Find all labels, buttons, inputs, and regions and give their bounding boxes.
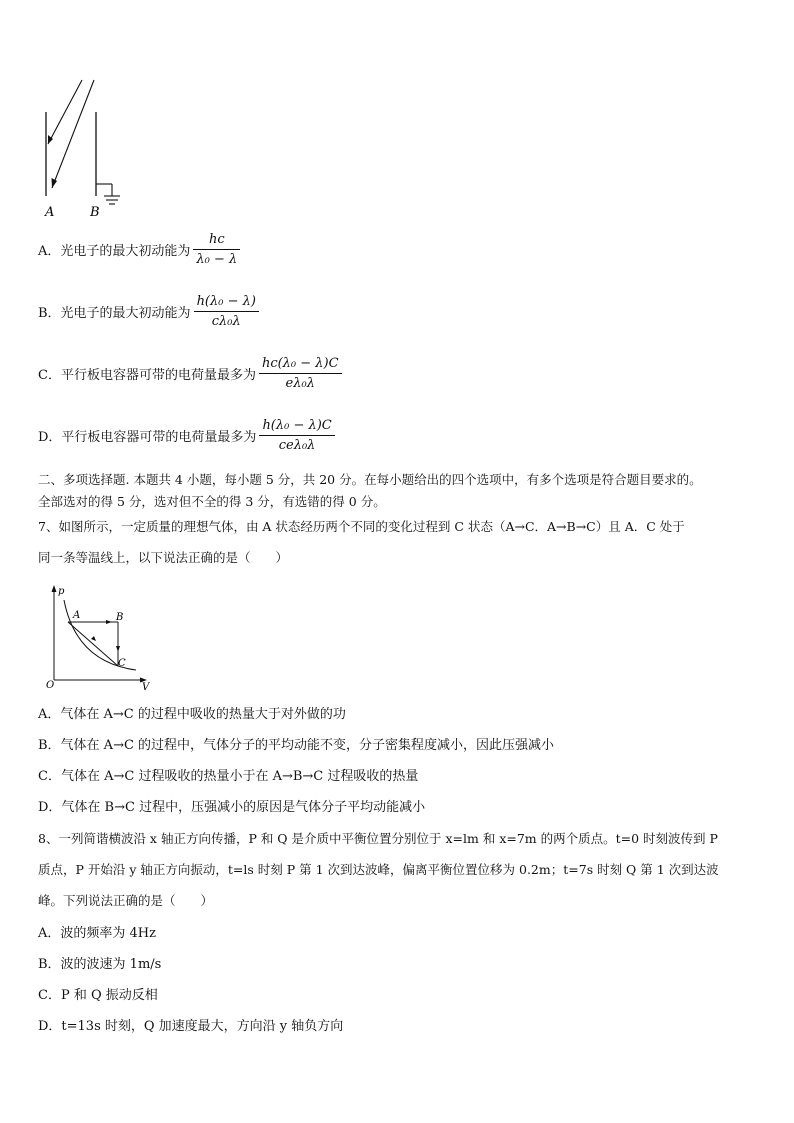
q6-option-b <box>38 294 259 329</box>
fraction-numerator: hc(λ₀ − λ)C <box>261 356 339 371</box>
q8-option-d: D．t=13s 时刻，Q 加速度最大，方向沿 y 轴负方向 <box>38 1019 344 1034</box>
option-prefix: B．光电子的最大初动能为 <box>38 306 191 321</box>
axis-p-label: p <box>58 586 65 597</box>
point-b-label: B <box>116 612 124 623</box>
fraction-numerator: h(λ₀ − λ)C <box>262 418 332 433</box>
fraction-numerator: hc <box>208 232 225 247</box>
q8-option-a: A．波的频率为 4Hz <box>38 926 156 941</box>
q8-option-c: C．P 和 Q 振动反相 <box>38 988 158 1003</box>
plate-a-label: A <box>45 205 55 220</box>
plate-b-label: B <box>90 205 100 220</box>
section-heading-line2: 全部选对的得 5 分，选对但不全的得 3 分，有选错的得 0 分。 <box>38 494 386 509</box>
pv-diagram <box>40 582 152 692</box>
fraction-denominator: eλ₀λ <box>259 373 342 391</box>
q8-stem-line3: 峰。下列说法正确的是（ ） <box>38 893 214 908</box>
q6-option-d <box>38 418 335 453</box>
q8-stem-line2: 质点，P 开始沿 y 轴正方向振动，t=ls 时刻 P 第 1 次到达波峰，偏离平衡位置位移为 0.2m；t=7s 时刻 Q 第 1 次到达波 <box>38 862 719 877</box>
option-prefix: C．平行板电容器可带的电荷量最多为 <box>38 368 256 383</box>
fraction <box>259 418 334 453</box>
fraction-denominator: λ₀ − λ <box>193 249 240 267</box>
fraction <box>259 356 342 391</box>
fraction <box>193 232 240 267</box>
q7-option-a: A．气体在 A→C 的过程中吸收的热量大于对外做的功 <box>38 707 346 722</box>
q7-option-b: B．气体在 A→C 的过程中，气体分子的平均动能不变，分子密集程度减小，因此压强减小 <box>38 738 555 753</box>
option-prefix: A．光电子的最大初动能为 <box>38 244 191 259</box>
point-c-label: C <box>118 658 126 669</box>
q7-stem-line1: 7、如图所示，一定质量的理想气体，由 A 状态经历两个不同的变化过程到 C 状态（A→C．A→B→C）且 A．C 处于 <box>38 519 685 534</box>
q6-option-a <box>38 232 240 267</box>
q7-option-c: C．气体在 A→C 过程吸收的热量小于在 A→B→C 过程吸收的热量 <box>38 769 419 784</box>
fraction-denominator: ceλ₀λ <box>259 435 334 453</box>
axis-v-label: V <box>142 682 150 692</box>
section-heading: 二、多项选择题. 本题共 4 小题，每小题 5 分，共 20 分。在每小题给出的四个选项中，有多个选项是符合题目要求的。 <box>38 472 702 487</box>
fraction-numerator: h(λ₀ − λ) <box>196 294 256 309</box>
photoelectric-figure <box>36 72 136 222</box>
option-prefix: D．平行板电容器可带的电荷量最多为 <box>38 430 257 445</box>
q7-stem-line2: 同一条等温线上，以下说法正确的是（ ） <box>38 550 289 565</box>
point-a-label: A <box>73 610 81 621</box>
q7-option-d: D．气体在 B→C 过程中，压强减小的原因是气体分子平均动能减小 <box>38 800 426 815</box>
origin-label: O <box>46 680 55 691</box>
fraction-denominator: cλ₀λ <box>194 311 259 329</box>
q8-option-b: B．波的波速为 1m/s <box>38 957 162 972</box>
fraction <box>194 294 259 329</box>
q6-option-c <box>38 356 342 391</box>
q8-stem-line1: 8、一列简谐横波沿 x 轴正方向传播，P 和 Q 是介质中平衡位置分别位于 x=lm 和 x=7m 的两个质点。t=0 时刻波传到 P <box>38 831 718 846</box>
